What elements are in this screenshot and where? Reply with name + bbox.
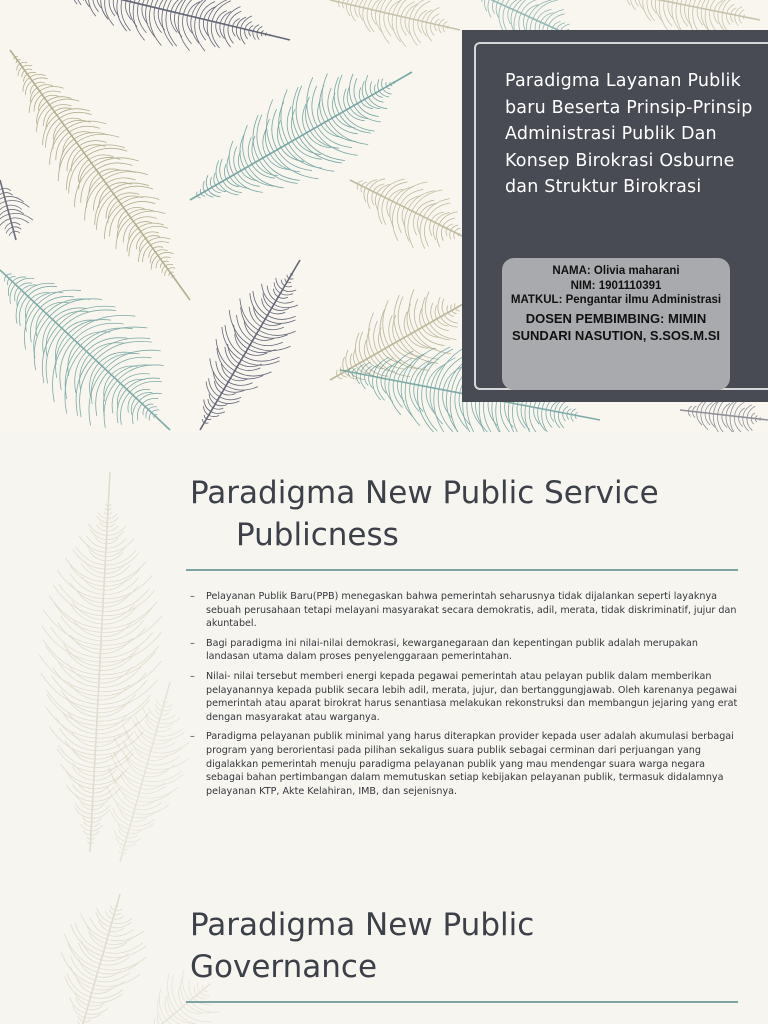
bullet-dash: – <box>190 670 195 682</box>
slide-heading <box>190 904 534 988</box>
title-slide <box>0 0 768 432</box>
content-slide-new-public-governance <box>0 864 768 1024</box>
bullet-list <box>190 590 738 804</box>
bullet-text: Pelayanan Publik Baru(PPB) menegaskan bahwa pemerintah seharusnya tidak dijalankan seperti layaknya sebuah perusahaan tetapi melayani masyarakat secara demokratis, adil, merata, tidak diskriminatif, jujur dan akuntabel. <box>206 591 737 630</box>
author-info-box <box>502 258 730 390</box>
feather-icon <box>40 0 290 51</box>
feather-icon <box>39 472 162 852</box>
title-card <box>462 30 768 402</box>
bullet-dash: – <box>190 637 195 649</box>
course-name: MATKUL: Pengantar ilmu Administrasi <box>510 294 722 306</box>
student-name: NAMA: Olivia maharani <box>552 265 680 277</box>
list-item <box>190 670 738 724</box>
heading-line-2: Publicness <box>236 517 399 553</box>
feather-icon <box>200 260 300 430</box>
feather-icon <box>330 0 460 47</box>
feather-icon <box>0 270 170 430</box>
bullet-text: Paradigma pelayanan publik minimal yang harus diterapkan provider kepada user adalah akumulasi berbagai program yang berorientasi pada pilihan sekaligus suara publik sebagai cerminan dari perjuangan yang digalakkan pemerintah menuju paradigma pelayanan publik yang mau mendengar suara warga negara sebagai bahan pertimbangan dalam memutuskan setiap kebijakan pelayanan publik, termasuk didalamnya pelayanan KTP, Akte Kelahiran, IMB, dan sejenisnya. <box>206 731 734 797</box>
list-item <box>190 590 738 631</box>
student-nim: NIM: 1901110391 <box>570 279 662 292</box>
heading-line-1: Paradigma New Public Service <box>190 475 659 511</box>
heading-divider <box>186 569 738 571</box>
heading-divider <box>186 1001 738 1003</box>
slide-heading <box>190 472 659 556</box>
presentation-title: Paradigma Layanan Publik baru Beserta Prinsip-Prinsip Administrasi Publik Dan Konsep Birokrasi Osburne dan Struktur Birokrasi <box>505 71 753 197</box>
feather-icon <box>0 180 33 240</box>
list-item <box>190 637 738 664</box>
bullet-dash: – <box>190 591 195 602</box>
supervisor-name: DOSEN PEMBIMBING: MIMIN SUNDARI NASUTION, S.SOS.M.SI <box>511 310 721 343</box>
feather-icon <box>108 682 190 862</box>
feather-icon <box>61 894 146 1024</box>
content-slide-new-public-service <box>0 432 768 864</box>
list-item <box>190 730 738 798</box>
feather-icon <box>10 50 190 300</box>
heading-line-2: Governance <box>190 949 378 985</box>
feather-icon <box>350 179 470 249</box>
bullet-text: Bagi paradigma ini nilai-nilai demokrasi, kewarganegaraan dan kepentingan publik adalah merupakan landasan utama dalam proses penyelenggaraan pemerintahan. <box>206 637 698 663</box>
heading-line-1: Paradigma New Public <box>190 907 535 943</box>
bullet-text: Nilai- nilai tersebut memberi energi kepada pegawai pemerintah atau pelayan publik dalam memberikan pelayanannya kepada publik secara lebih adil, merata, jujur, dan bertanggungjawab. Oleh karenanya pegawai pemerintah atau aparat birokrat harus senantiasa melakukan rekonstruksi dan membangun jejaring yang erat dengan masyarakat atau warganya. <box>206 670 738 723</box>
bullet-dash: – <box>190 731 195 743</box>
